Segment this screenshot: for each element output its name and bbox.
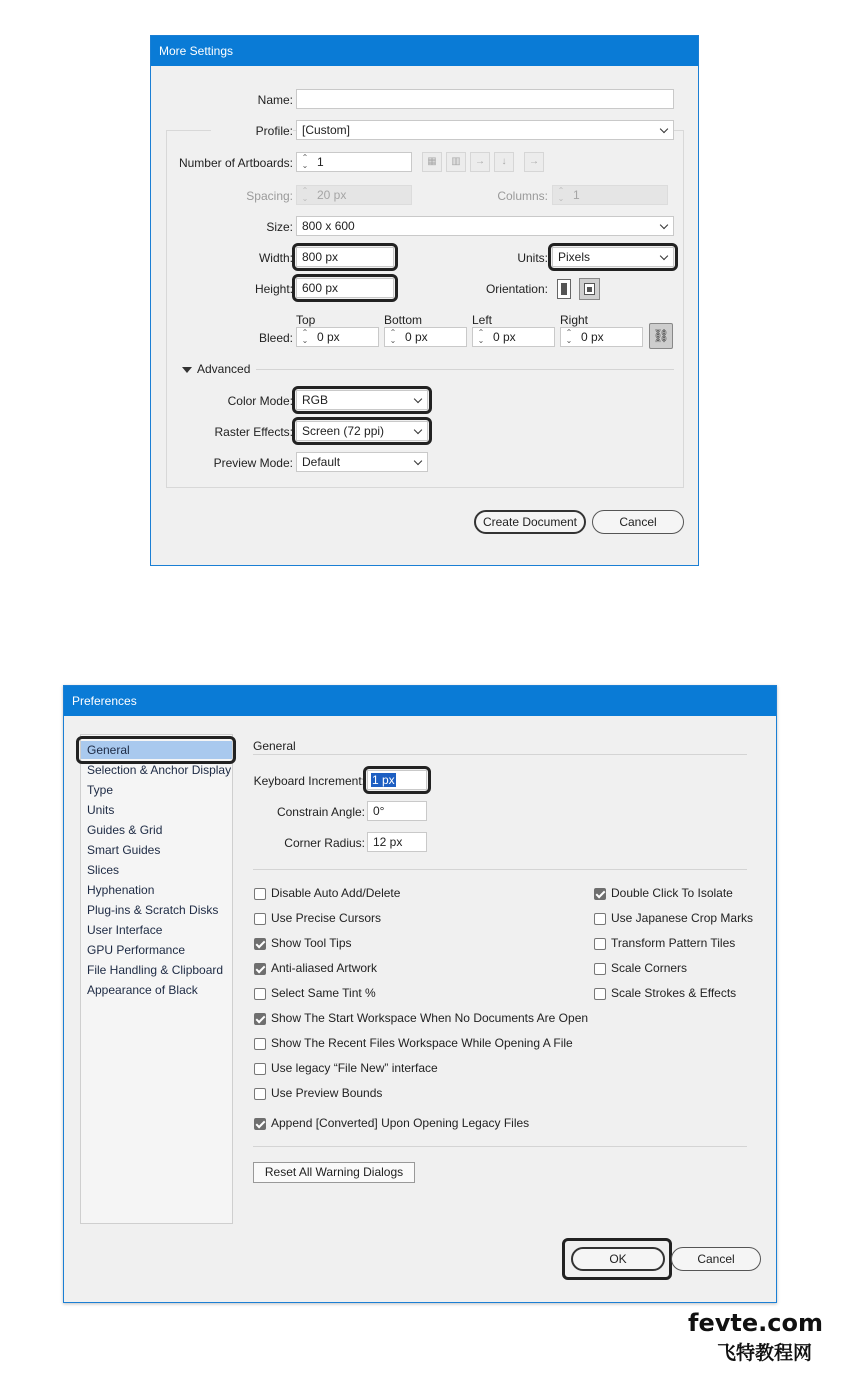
checkbox[interactable] (254, 1118, 266, 1130)
chevron-down-icon (660, 125, 668, 133)
constrain-angle-input[interactable]: 0° (367, 801, 427, 821)
chevron-down-icon (414, 426, 422, 434)
stepper-arrows-icon: ⌃ ⌄ (557, 186, 565, 203)
sidebar-item[interactable]: Guides & Grid (87, 823, 163, 837)
options-divider (253, 869, 747, 870)
checkbox-label[interactable]: Show Tool Tips (271, 936, 352, 950)
profile-value: [Custom] (302, 123, 351, 137)
name-input[interactable] (296, 89, 674, 109)
corner-radius-label: Corner Radius: (284, 836, 365, 850)
sidebar-item[interactable]: Units (87, 803, 115, 817)
corner-radius-input[interactable]: 12 px (367, 832, 427, 852)
checkbox[interactable] (594, 913, 606, 925)
height-input[interactable]: 600 px (296, 278, 394, 298)
stepper-arrows-icon[interactable]: ⌃ ⌄ (301, 153, 309, 170)
checkbox-label[interactable]: Anti-aliased Artwork (271, 961, 378, 975)
units-label: Units: (517, 251, 548, 265)
columns-value: 1 (573, 188, 580, 202)
preview-mode-select[interactable] (296, 452, 428, 472)
sidebar-item[interactable]: Smart Guides (87, 843, 161, 857)
orientation-label: Orientation: (485, 282, 548, 296)
section-divider (253, 754, 747, 755)
checkbox-label[interactable]: Append [Converted] Upon Opening Legacy Files (271, 1116, 530, 1130)
bottom-divider (253, 1146, 747, 1147)
profile-select[interactable] (296, 120, 674, 140)
bleed-right-label: Right (560, 313, 589, 327)
width-label: Width: (258, 251, 293, 265)
bleed-bottom-stepper[interactable] (384, 327, 467, 347)
landscape-orientation-icon[interactable] (579, 278, 600, 300)
bleed-bottom-label: Bottom (384, 313, 423, 327)
keyboard-increment-input[interactable] (367, 770, 427, 790)
checkbox[interactable] (594, 963, 606, 975)
chevron-down-icon (660, 252, 668, 260)
spacing-label: Spacing: (246, 189, 293, 203)
checkbox-label[interactable]: Show The Start Workspace When No Documents Are Open (271, 1011, 589, 1025)
checkbox-label[interactable]: Double Click To Isolate (611, 886, 733, 900)
arrange-by-column-icon[interactable]: ↓ (494, 152, 514, 172)
checkbox[interactable] (254, 938, 266, 950)
chevron-down-icon (414, 395, 422, 403)
bleed-left-stepper[interactable] (472, 327, 555, 347)
spacing-stepper[interactable] (296, 185, 412, 205)
stepper-arrows-icon: ⌃ ⌄ (301, 186, 309, 203)
cancel-button[interactable]: Cancel (671, 1247, 761, 1271)
checkbox-label[interactable]: Use Precise Cursors (271, 911, 382, 925)
artboards-value: 1 (317, 155, 324, 169)
stepper-arrows-icon[interactable]: ⌃ ⌄ (301, 328, 309, 345)
checkbox[interactable] (254, 963, 266, 975)
color-mode-label: Color Mode: (227, 394, 293, 408)
sidebar-item[interactable]: Appearance of Black (87, 983, 198, 997)
bleed-bottom-value: 0 px (405, 330, 428, 344)
grid-by-row-icon[interactable]: ▦ (422, 152, 442, 172)
checkbox[interactable] (254, 913, 266, 925)
checkbox[interactable] (254, 988, 266, 1000)
checkbox-label[interactable]: Select Same Tint % (271, 986, 376, 1000)
name-label: Name: (257, 93, 293, 107)
spacing-value: 20 px (317, 188, 347, 202)
checkbox[interactable] (254, 888, 266, 900)
width-input[interactable]: 800 px (296, 247, 394, 267)
keyboard-increment-value: 1 px (372, 773, 395, 787)
stepper-arrows-icon[interactable]: ⌃ ⌄ (565, 328, 573, 345)
create-document-button[interactable]: Create Document (474, 510, 586, 534)
reset-warning-dialogs-button[interactable]: Reset All Warning Dialogs (253, 1162, 415, 1183)
bleed-left-value: 0 px (493, 330, 516, 344)
columns-label: Columns: (497, 189, 548, 203)
watermark-chinese: 飞特教程网 (717, 1342, 813, 1364)
artboards-label: Number of Artboards: (178, 156, 293, 170)
stepper-arrows-icon[interactable]: ⌃ ⌄ (389, 328, 397, 345)
checkbox[interactable] (594, 988, 606, 1000)
checkbox-label[interactable]: Scale Strokes & Effects (611, 986, 737, 1000)
checkbox-label[interactable]: Use Japanese Crop Marks (611, 911, 754, 925)
sidebar-item[interactable]: File Handling & Clipboard (87, 963, 224, 977)
sidebar-item[interactable]: Plug-ins & Scratch Disks (87, 903, 219, 917)
raster-effects-label: Raster Effects: (214, 425, 293, 439)
checkbox[interactable] (254, 1088, 266, 1100)
height-label: Height: (254, 282, 293, 296)
dialog-title: More Settings (151, 36, 698, 66)
profile-label: Profile: (211, 124, 293, 138)
checkbox-label[interactable]: Show The Recent Files Workspace While Opening A File (271, 1036, 573, 1050)
keyboard-increment-label: Keyboard Increment: (253, 774, 365, 788)
raster-effects-value: Screen (72 ppi) (302, 424, 385, 438)
checkbox-label[interactable]: Use legacy “File New” interface (271, 1061, 438, 1075)
portrait-orientation-icon[interactable] (557, 279, 571, 299)
grid-by-column-icon[interactable]: ▥ (446, 152, 466, 172)
link-bleed-icon[interactable]: ⛓ (649, 323, 673, 349)
advanced-label[interactable]: Advanced (197, 362, 251, 376)
checkbox[interactable] (594, 888, 606, 900)
size-value: 800 x 600 (302, 219, 355, 233)
checkbox-label[interactable]: Disable Auto Add/Delete (271, 886, 401, 900)
color-mode-value: RGB (302, 393, 329, 407)
sidebar-item[interactable]: Slices (87, 863, 120, 877)
artboards-stepper[interactable] (296, 152, 412, 172)
bleed-right-value: 0 px (581, 330, 604, 344)
stepper-arrows-icon[interactable]: ⌃ ⌄ (477, 328, 485, 345)
bleed-label: Bleed: (258, 331, 293, 345)
color-mode-select[interactable] (296, 390, 428, 410)
chevron-down-icon (414, 457, 422, 465)
sidebar-item[interactable]: Hyphenation (87, 883, 155, 897)
collapse-triangle-icon[interactable] (182, 367, 192, 373)
preferences-sidebar (80, 734, 233, 1224)
raster-effects-select[interactable] (296, 421, 428, 441)
constrain-angle-label: Constrain Angle: (276, 805, 365, 819)
watermark-domain: fevte.com (688, 1309, 823, 1337)
cancel-button[interactable]: Cancel (592, 510, 684, 534)
checkbox-label[interactable]: Transform Pattern Tiles (611, 936, 736, 950)
sidebar-item[interactable]: Type (87, 783, 114, 797)
sidebar-item[interactable]: General (81, 741, 232, 759)
sidebar-item[interactable]: Selection & Anchor Display (87, 763, 232, 777)
more-settings-dialog (150, 35, 699, 566)
bleed-right-stepper[interactable] (560, 327, 643, 347)
bleed-top-label: Top (296, 313, 316, 327)
right-to-left-icon[interactable]: → (524, 152, 544, 172)
advanced-divider (256, 369, 674, 370)
columns-stepper[interactable] (552, 185, 668, 205)
section-title: General (253, 739, 296, 753)
units-value: Pixels (558, 250, 591, 264)
size-select[interactable] (296, 216, 674, 236)
units-select[interactable] (552, 247, 674, 267)
checkbox[interactable] (594, 938, 606, 950)
bleed-left-label: Left (472, 313, 493, 327)
bleed-top-value: 0 px (317, 330, 340, 344)
preview-mode-value: Default (302, 455, 341, 469)
sidebar-item[interactable]: GPU Performance (87, 943, 186, 957)
preferences-dialog (63, 685, 777, 1303)
size-label: Size: (266, 220, 293, 234)
chevron-down-icon (660, 221, 668, 229)
dialog-title: Preferences (64, 686, 776, 716)
arrange-by-row-icon[interactable]: → (470, 152, 490, 172)
checkbox[interactable] (254, 1063, 266, 1075)
checkbox-label[interactable]: Scale Corners (611, 961, 688, 975)
bleed-top-stepper[interactable] (296, 327, 379, 347)
checkbox[interactable] (254, 1038, 266, 1050)
ok-button[interactable]: OK (571, 1247, 665, 1271)
checkbox[interactable] (254, 1013, 266, 1025)
sidebar-item[interactable]: User Interface (87, 923, 163, 937)
preview-mode-label: Preview Mode: (213, 456, 293, 470)
checkbox-label[interactable]: Use Preview Bounds (271, 1086, 383, 1100)
